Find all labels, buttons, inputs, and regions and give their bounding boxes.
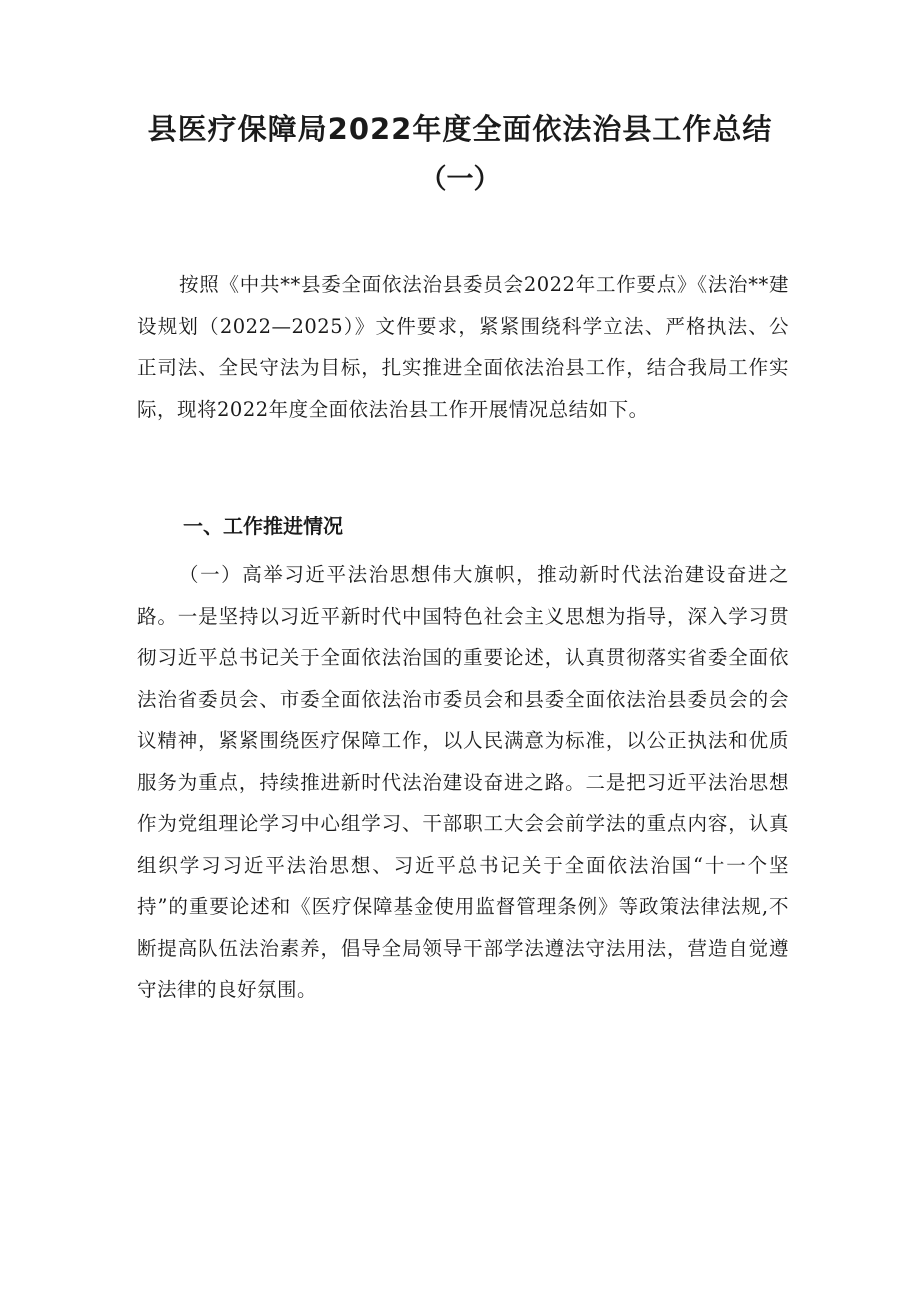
- intro-paragraph: 按照《中共**县委全面依法治县委员会2022年工作要点》《法治**建设规划（2022—2025）》文件要求，紧紧围绕科学立法、严格执法、公正司法、全民守法为目标，扎实推进全面依法治县工作，结合我局工作实际，现将2022年度全面依法治县工作开展情况总结如下。: [137, 273, 789, 421]
- subtitle-text: （一）: [419, 164, 501, 195]
- document-subtitle: [0, 158, 920, 202]
- section-paragraph: （一）高举习近平法治思想伟大旗帜，推动新时代法治建设奋进之路。一是坚持以习近平新时代中国特色社会主义思想为指导，深入学习贯彻习近平总书记关于全面依法治国的重要论述，认真贯彻落实省委全面依法治省委员会、市委全面依法治市委员会和县委全面依法治县委员会的会议精神，紧紧围绕医疗保障工作，以人民满意为标准，以公正执法和优质服务为重点，持续推进新时代法治建设奋进之路。二是把习近平法治思想作为党组理论学习中心组学习、干部职工大会会前学法的重点内容，认真组织学习习近平法治思想、习近平总书记关于全面依法治国“十一个坚持”的重要论述和《医疗保障基金使用监督管理条例》等政策法律法规,不断提高队伍法治素养，倡导全局领导干部学法遵法守法用法，营造自觉遵守法律的良好氛围。: [137, 563, 789, 1001]
- document-title: 县医疗保障局2022年度全面依法治县工作总结: [147, 112, 773, 146]
- section-heading: 一、工作推进情况: [183, 514, 343, 538]
